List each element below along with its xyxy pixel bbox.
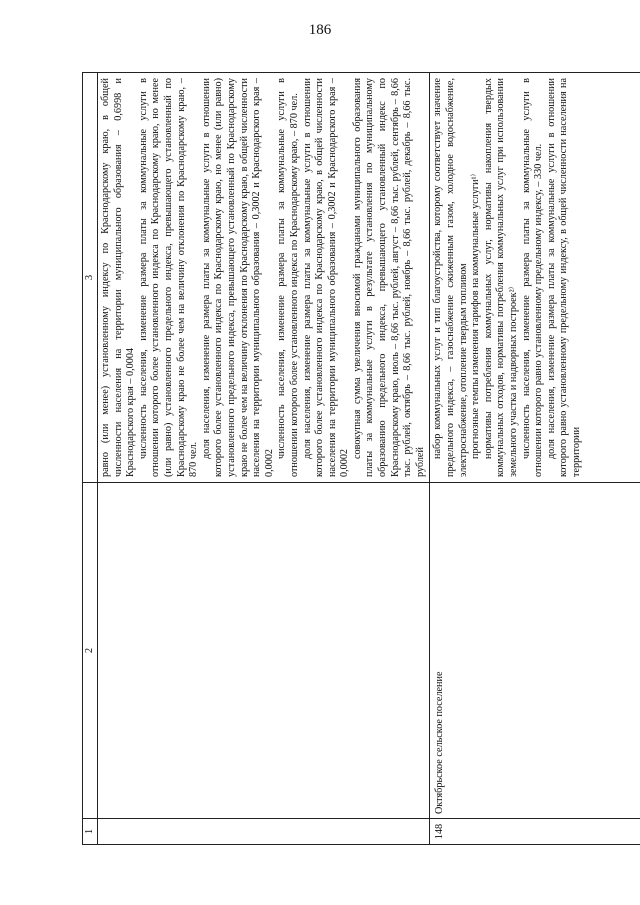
- indicator-paragraph: доля населения, изменение размера платы за коммунальные услуги в отношении которого более установленного индекса по Краснодарскому краю, в общей численности населения на территории муниципального образования – 0,3002 и Краснодарского края – 0,0002: [301, 78, 351, 477]
- rotated-table-wrapper: [82, 73, 584, 845]
- indicator-text: [430, 73, 640, 483]
- column-header-2: 2: [83, 483, 98, 819]
- indicator-paragraph: прогнозные темпы изменения тарифов на коммунальные услуги¹⁾: [470, 173, 482, 459]
- settlement-name: Октябрьское сельское поселение: [430, 483, 640, 819]
- indicator-paragraph: совокупная сумма увеличения вносимой гражданами муниципального образования платы за коммунальные услуги в результате установления по муниципальному образованию предельного индекса, превышающего установленный индекс по Краснодарскому краю, июль – 8,66 тыс. рублей, август – 8,66 тыс. рублей, сентябрь – 8,66 тыс. рублей, октябрь – 8,66 тыс. рублей, ноябрь – 8,66 тыс. рублей, декабрь – 8,66 тыс. рублей: [351, 78, 426, 477]
- row-number: [98, 819, 430, 845]
- indicator-paragraph: численность населения, изменение размера платы за коммунальные услуги в отношении которого равно установленному предельному индексу, – 330 чел.: [520, 78, 545, 477]
- indicator-paragraph: численность населения, изменение размера платы за коммунальные услуги в отношении которого более установленного индекса по Краснодарскому краю, – 870 чел.: [276, 78, 300, 477]
- indicator-paragraph: равно (или менее) установленному индексу по Краснодарскому краю, в общей численности населения на территории муниципального образования – 0,6998 и Краснодарского края – 0,0004: [100, 78, 137, 477]
- column-header-3: 3: [83, 73, 98, 483]
- indicator-paragraph: нормативы потребления коммунальных услуг, нормативы накопления твердых коммунальных отходов, нормативы потребления коммунальных услуг при использовании земельного участка и надворных построек²⁾: [482, 78, 519, 477]
- table-header-row: [83, 73, 98, 845]
- settlement-name: [98, 483, 430, 819]
- page-number: 186: [308, 22, 332, 38]
- indicator-paragraph: доля населения, изменение размера платы за коммунальные услуги в отношении которого более установленного индекса по Краснодарскому краю, но менее (или равно) установленного предельного индекса, превышающего установленный по Краснодарскому краю не более чем на величину отклонения по Краснодарскому краю, в общей численности населения на территории муниципального образования – 0,3002 и Краснодарского края – 0,0002: [200, 77, 275, 477]
- column-header-1: 1: [83, 819, 98, 845]
- table-row: [430, 73, 640, 845]
- indicator-paragraph: доля населения, изменение размера платы за коммунальные услуги в отношении которого равно установленному предельному индексу, в общей численности населения на территории: [545, 78, 582, 477]
- indicator-paragraph: набор коммунальных услуг и тип благоустройства, которому соответствует значение предельного индекса, – газоснабжение сжиженным газом, холодное водоснабжение, электроснабжение, отопление твердым топливом: [432, 78, 469, 477]
- table-row: [98, 73, 430, 845]
- row-number: 148: [430, 819, 640, 845]
- indicator-paragraph: численность населения, изменение размера платы за коммунальные услуги в отношении которого более установленного индекса по Краснодарскому краю, но менее (или равно) установленного предельного индекса, превышающего установленный по Краснодарскому краю не более чем на величину отклонения по Краснодарскому краю, – 870 чел.: [137, 78, 200, 477]
- data-table: [82, 72, 640, 845]
- indicator-text: [98, 73, 430, 483]
